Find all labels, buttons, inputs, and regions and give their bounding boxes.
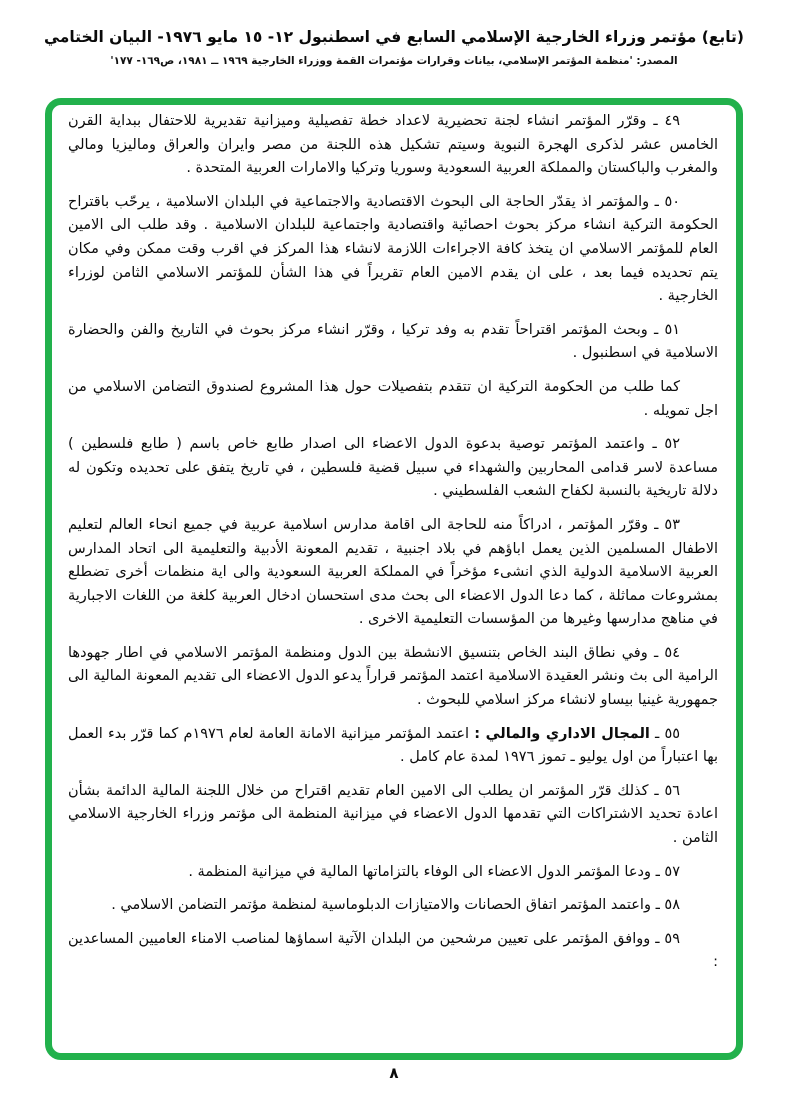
paragraph-56	[68, 780, 718, 851]
paragraph-49	[68, 110, 718, 181]
paragraph-number: ٥٧ ـ	[655, 863, 680, 880]
paragraph-number: ٥٥ ـ	[655, 725, 681, 742]
paragraph-53	[68, 514, 718, 632]
paragraph-number: ٥٦ ـ	[654, 782, 681, 799]
paragraph-number: ٥٩ ـ	[655, 930, 680, 947]
paragraph-text: كذلك قرّر المؤتمر ان يطلب الى الامين العام تقديم اقتراح من خلال اللجنة المالية الدائمة بشأن اعادة تحديد الاشتراكات التي تقدمها الدول الاعضاء في ميزانية المنظمة الى مؤتمر وزراء الخارجية الاسلامي الثامن .	[68, 782, 718, 847]
paragraph-text: واعتمد المؤتمر توصية بدعوة الدول الاعضاء الى اصدار طابع خاص باسم ( طابع فلسطين ) مساعدة لاسر قدامى المحاربين والشهداء في سبيل قضية فلسطين ، في تاريخ يتفق على تحديده وتكون له دلالة تاريخية بالنسبة لكفاح الشعب الفلسطيني .	[68, 436, 718, 500]
paragraph-text: كما طلب من الحكومة التركية ان تتقدم بتفصيلات حول هذا المشروع لصندوق التضامن الاسلامي من اجل تمويله .	[68, 378, 718, 419]
document-body-text	[68, 110, 718, 1048]
paragraph-text: وقرّر المؤتمر انشاء لجنة تحضيرية لاعداد خطة تفصيلية وميزانية تقديرية للاحتفال ببداية القرن الخامس عشر لذكرى الهجرة النبوية وسيتم تشكيل هذه اللجنة من مصر وايران والعراق وماليزيا ومالي والمغرب والباكستان والمملكة العربية السعودية وسوريا وتركيا والامارات العربية المتحدة .	[68, 113, 718, 177]
paragraph-52	[68, 433, 718, 504]
paragraph-number: ٥٢ ـ	[652, 436, 680, 453]
paragraph-51-continuation	[68, 376, 718, 423]
paragraph-text: ودعا المؤتمر الدول الاعضاء الى الوفاء بالتزاماتها المالية في ميزانية المنظمة .	[188, 863, 651, 880]
paragraph-text: ووافق المؤتمر على تعيين مرشحين من البلدان الآتية اسماؤها لمناصب الامناء العاميين المساعدين :	[68, 930, 718, 971]
paragraph-58	[68, 894, 718, 918]
paragraph-number: ٥٠ ـ	[654, 193, 681, 210]
paragraph-59	[68, 928, 718, 975]
paragraph-number: ٥١ ـ	[654, 321, 681, 338]
paragraph-54	[68, 642, 718, 713]
document-header	[0, 26, 788, 67]
paragraph-text: اعتمد المؤتمر ميزانية الامانة العامة لعام ١٩٧٦م كما قرّر بدء العمل بها اعتباراً من اول يوليو ـ تموز ١٩٧٦ لمدة عام كامل .	[68, 725, 718, 766]
paragraph-number: ٥٤ ـ	[653, 644, 680, 661]
section-heading-admin-financial: المجال الاداري والمالي :	[474, 725, 650, 742]
paragraph-50	[68, 191, 718, 309]
document-source-line: المصدر: 'منظمة المؤتمر الإسلامي، بيانات وقرارات مؤتمرات القمة ووزراء الخارجية ١٩٦٩ ــ ١٩٨١، ص١٦٩- ١٧٧'	[110, 55, 678, 67]
paragraph-55	[68, 723, 718, 770]
paragraph-number: ٥٣ ـ	[654, 516, 680, 533]
paragraph-number: ٥٨ ـ	[655, 897, 680, 914]
paragraph-51	[68, 319, 718, 366]
paragraph-text: والمؤتمر اذ يقدّر الحاجة الى البحوث الاقتصادية والاجتماعية في البلدان الاسلامية ، يرحّب باقتراح الحكومة التركية انشاء مركز بحوث احصائية واقتصادية واجتماعية للبلدان الاسلامية . وقد طلب الى الامين العام للمؤتمر الاسلامي ان يتخذ كافة الاجراءات اللازمة لانشاء هذا المركز في اقرب وقت ممكن وفي مكان يتم تحديده فيما بعد ، على ان يقدم الامين العام تقريراً في هذا الشأن للمؤتمر الاسلامي الثامن لوزراء الخارجية .	[68, 193, 718, 305]
paragraph-57	[68, 861, 718, 885]
document-title: (تابع) مؤتمر وزراء الخارجية الإسلامي السابع في اسطنبول ١٢- ١٥ مايو ١٩٧٦- البيان الختامي	[44, 28, 744, 46]
paragraph-number: ٤٩ ـ	[653, 113, 681, 129]
paragraph-text: وقرّر المؤتمر ، ادراكاً منه للحاجة الى اقامة مدارس اسلامية عربية في جميع انحاء العالم لتعليم الاطفال المسلمين الذين يعمل اباؤهم في بلاد اجنبية ، تقديم المعونة الأدبية والتعليمية الى اتحاد المدارس العربية الاسلامية الدولية الذي انشىء مؤخراً في المملكة العربية السعودية والى اية منظمات أخرى تضطلع بمشروعات مماثلة ، كما دعا الدول الاعضاء الى بحث مدى استحسان ادخال العربية كلغة من اللغات الاجبارية في مناهج مدارسها وغيرها من المؤسسات التعليمية الاخرى .	[68, 516, 718, 628]
paragraph-text: واعتمد المؤتمر اتفاق الحصانات والامتيازات الدبلوماسية لمنظمة مؤتمر التضامن الاسلامي .	[111, 897, 651, 914]
paragraph-text: وفي نطاق البند الخاص بتنسيق الانشطة بين الدول ومنظمة المؤتمر الاسلامي في اطار جهودها الرامية الى بث ونشر العقيدة الاسلامية اعتمد المؤتمر قراراً يدعو الدول الاعضاء الى تقديم المعونة المالية الى جمهورية غينيا بيساو لانشاء مركز اسلامي للبحوث .	[68, 644, 718, 709]
paragraph-text: وبحث المؤتمر اقتراحاً تقدم به وفد تركيا ، وقرّر انشاء مركز بحوث في التاريخ والفن والحضارة الاسلامية في اسطنبول .	[68, 321, 718, 362]
page-number: ٨	[389, 1064, 399, 1082]
